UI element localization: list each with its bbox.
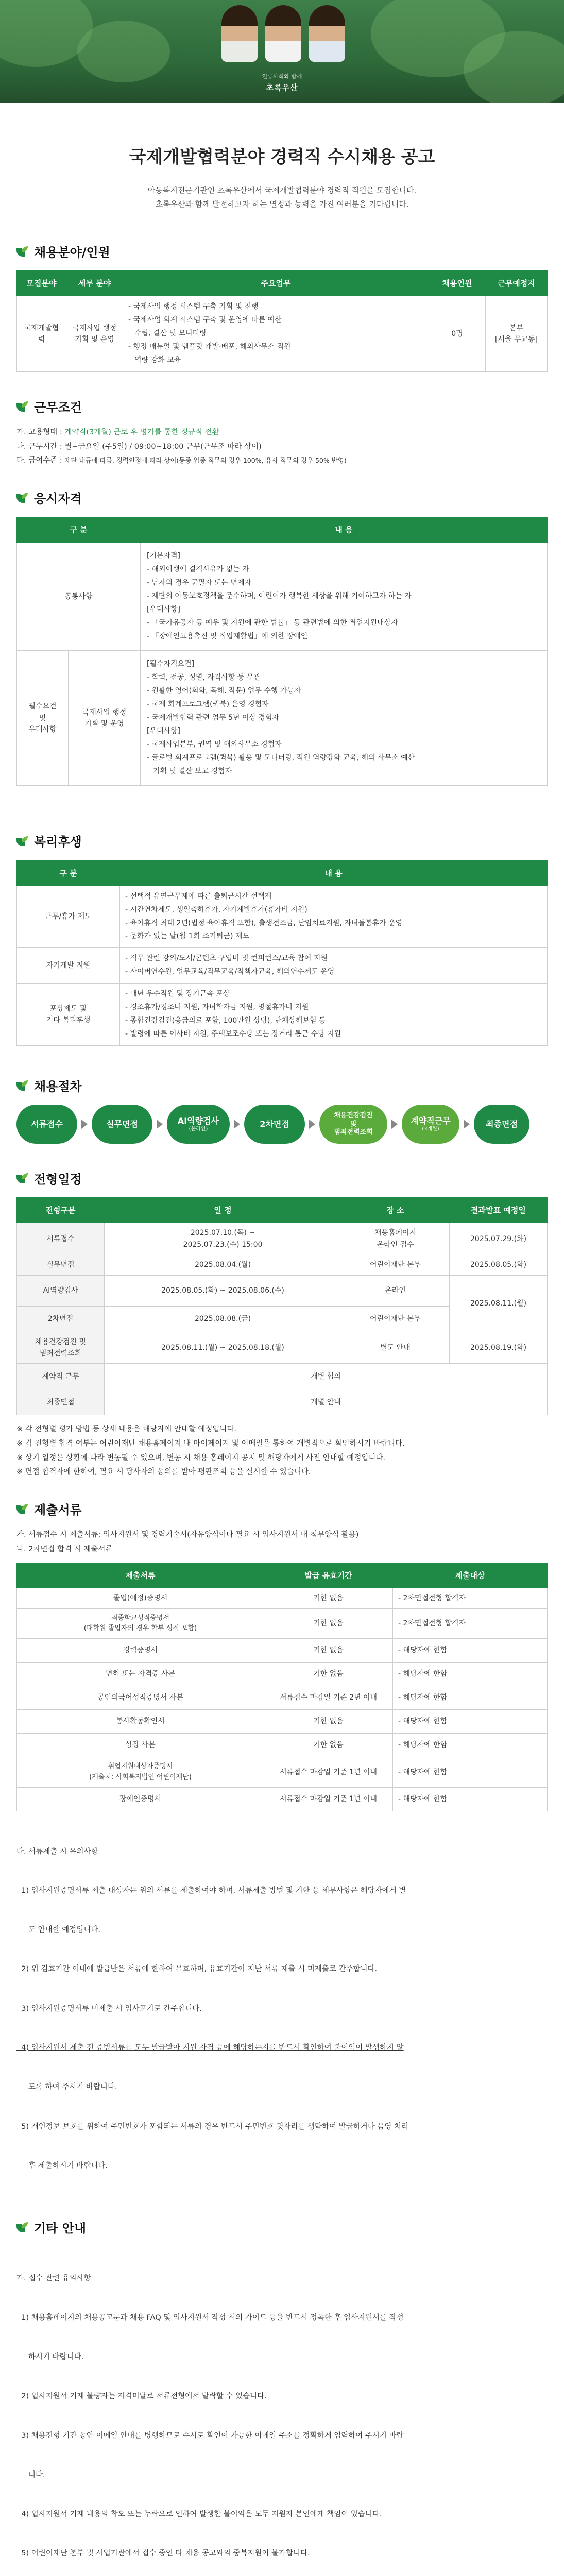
process-flow [16,1105,548,1144]
condition-key: 다. 급여수준 : [16,456,65,465]
welfare-label: 포상제도 및 기타 복리후생 [17,984,120,1046]
welfare-items [120,886,548,948]
docs-note-line: 3) 입사지원증명서류 미제출 시 입사포기로 간주합니다. [16,2004,202,2013]
qualify-line: - 「국가유공자 등 예우 및 지원에 관한 법률」 등 관련법에 의한 취업지원대상자 [147,618,398,627]
doc-name: 면허 또는 자격증 사본 [17,1663,264,1686]
section-heading [16,489,548,509]
section-title: 근무조건 [34,400,82,415]
schedule-result: 2025.08.11.(월) [450,1275,548,1332]
section-heading [16,243,548,262]
note-line: ※ 상기 일정은 상황에 따라 변동될 수 있으며, 변동 시 채용 홈페이지 공지 및 해당자에게 사전 안내할 예정입니다. [16,1453,386,1462]
etc-line: 4) 입사지원서 기재 내용의 착오 또는 누락으로 인하여 발생한 불이익은 모두 지원자 본인에게 책임이 있습니다. [16,2510,382,2519]
schedule-result: 2025.08.05.(화) [450,1255,548,1275]
doc-target: - 해당자에 한함 [393,1663,548,1686]
etc-line: 하시기 바랍니다. [16,2353,84,2361]
docs-note-line: 2) 위 김효기간 이내에 발급받은 서류에 한하여 유효하며, 유효기간이 지난 서류 제출 시 미제출로 간주합니다. [16,1965,378,1974]
doc-target: - 2차면접전형 합격자 [393,1588,548,1608]
col-header: 내 용 [120,860,548,886]
col-header: 전형구분 [17,1198,105,1223]
schedule-table [16,1197,548,1415]
qualify-line: 기획 및 결산 보고 경험자 [153,767,232,775]
docs-note-line: 1) 입사지원증명서류 제출 대상자는 위의 서류를 제출하여야 하며, 서류제출 방법 및 기한 등 세부사항은 해당자에게 별 [16,1886,406,1895]
qualify-line: - 글로벌 회계프로그램(퀵북) 활용 및 모니터링, 직원 역량강화 교육, 해외 사무소 예산 [147,753,415,762]
arrow-right-icon [391,1120,398,1129]
schedule-date: 2025.07.10.(목) ~ 2025.07.23.(수) 15:00 [105,1223,341,1255]
doc-name: 상장 사본 [17,1734,264,1757]
doc-valid: 기한 없음 [264,1710,393,1734]
schedule-place: 채용홈페이지 온라인 접수 [341,1223,450,1255]
welfare-line: - 발령에 따른 이사비 지원, 주택보조수당 또는 장거리 통근 수당 지원 [125,1029,341,1038]
col-header: 제출대상 [393,1563,548,1588]
condition-value: 계약직(3개월) 근로 후 평가를 통한 정규직 전환 [64,428,219,437]
welfare-table [16,860,548,1046]
section-heading [16,398,548,417]
schedule-stage: 서류접수 [17,1223,105,1255]
leaf-icon [16,401,29,414]
docs-note-line: 후 제출하시기 바랍니다. [16,2161,108,2170]
section-heading [16,1500,548,1520]
schedule-place: 별도 안내 [341,1332,450,1364]
qualify-line: - 학력, 전공, 성별, 자격사항 등 무관 [147,673,261,682]
flow-step: 최종면접 [474,1105,529,1144]
qualify-line: - 원활한 영어(회화, 독해, 작문) 업무 수행 가능자 [147,687,301,696]
recruit-detail: 국제사업 행정 기획 및 운영 [66,296,123,371]
conditions-list [16,426,548,468]
doc-name: 취업지원대상자증명서 (제출처: 사회복지법인 어린이재단) [17,1757,264,1788]
section-title: 제출서류 [34,1502,82,1517]
col-header: 구 분 [17,860,120,886]
col-header: 채용인원 [429,271,486,296]
section-heading [16,832,548,852]
section-heading [16,1170,548,1189]
qualify-line: - 국제개발협력 관련 업무 5년 이상 경험자 [147,713,280,722]
schedule-stage: AI역량검사 [17,1275,105,1306]
col-header: 근무예정지 [486,271,548,296]
leaf-icon [16,246,29,259]
doc-name: 공인외국어성적증명서 사본 [17,1686,264,1710]
page-title: 국제개발협력분야 경력직 수시채용 공고 [129,147,435,167]
doc-valid: 기한 없음 [264,1639,393,1663]
note-line: ※ 면접 합격자에 한하여, 필요 시 당사자의 동의를 받아 평판조회 등을 실시할 수 있습니다. [16,1468,311,1477]
leaf-icon [16,2222,29,2234]
docs-note-line: 4) 입사지원서 제출 전 증빙서류를 모두 발급받아 지원 자격 등에 해당하는지를 반드시 확인하여 불이익이 발생하지 않 [16,2044,404,2053]
duty-line: - 행정 매뉴얼 및 템플릿 개발·배포, 해외사무소 직원 [128,342,291,351]
condition-key: 가. 고용형태 : [16,428,65,437]
qualify-table [16,517,548,786]
section-title: 기타 안내 [34,2221,87,2236]
welfare-label: 자기개발 지원 [17,948,120,984]
docs-notes [16,1820,548,2198]
duty-line: - 국제사업 회계 시스템 구축 및 운영에 따른 예산 [128,316,282,325]
col-header: 일 정 [105,1198,341,1223]
qualify-line: - 국제 회계프로그램(퀵북) 운영 경험자 [147,700,269,709]
qualify-line: - 재단의 아동보호정책을 준수하며, 어린이가 행복한 세상을 위해 기여하고자 하는 자 [147,591,412,600]
doc-name: 봉사활동확인서 [17,1710,264,1734]
condition-value: 재단 내규에 따름, 경력인정에 따라 상이(동종 업종 직무의 경우 100%, 유사 직무의 경우 50% 반영) [64,456,347,465]
welfare-items [120,984,548,1046]
schedule-stage: 채용건강검진 및 범죄전력조회 [17,1332,105,1364]
qualify-line: - 해외여행에 결격사유가 없는 자 [147,565,249,574]
welfare-label: 근무/휴가 제도 [17,886,120,948]
col-header: 결과발표 예정일 [450,1198,548,1223]
doc-target: - 해당자에 한함 [393,1686,548,1710]
qualify-line: - 남자의 경우 군필자 또는 면제자 [147,578,252,587]
schedule-place: 어린이재단 본부 [341,1255,450,1275]
welfare-line: - 직무 관련 강의/도서/콘텐츠 구입비 및 컨퍼런스/교육 참여 지원 [125,954,328,963]
welfare-line: - 사이버연수원, 업무교육/직무교육/직책자교육, 해외연수제도 운영 [125,968,335,976]
doc-target: - 해당자에 한함 [393,1734,548,1757]
schedule-stage: 2차면접 [17,1306,105,1332]
qualify-line: [필수자격요건] [147,660,195,669]
qualify-line: [우대사항] [147,726,181,735]
doc-valid: 기한 없음 [264,1588,393,1608]
schedule-date: 2025.08.08.(금) [105,1306,341,1332]
etc-line: 니다. [16,2470,45,2479]
col-header: 발급 유효기간 [264,1563,393,1588]
brand-logo [0,72,564,94]
doc-valid: 기한 없음 [264,1663,393,1686]
welfare-line: - 육아휴직 최대 2년(법정 육아휴직 포함), 출생전조금, 난임치료지원, 자녀돌봄휴가 운영 [125,919,403,927]
qualify-req [141,651,548,786]
doc-name: 경력증명서 [17,1639,264,1663]
schedule-date: 2025.08.11.(월) ~ 2025.08.18.(월) [105,1332,341,1364]
schedule-date: 2025.08.04.(월) [105,1255,341,1275]
children-illustration [221,5,345,67]
leaf-icon [16,1080,29,1093]
qualify-common [141,543,548,651]
section-title: 전형일정 [34,1172,82,1187]
docs-note-line: 5) 개인정보 보호를 위하여 주민번호가 포함되는 서류의 경우 반드시 주민번호 뒷자리를 생략하여 발급하거나 음영 처리 [16,2122,408,2131]
doc-valid: 기한 없음 [264,1608,393,1639]
col-header: 주요업무 [123,271,429,296]
schedule-result: 2025.08.19.(화) [450,1332,548,1364]
duty-line: 수립, 결산 및 모니터링 [134,329,207,338]
condition-item [16,426,548,440]
schedule-stage: 계약직 근무 [17,1364,105,1389]
col-header: 구 분 [17,517,141,543]
arrow-right-icon [309,1120,315,1129]
welfare-line: - 선택적 유연근무제에 따른 출퇴근시간 선택제 [125,892,272,901]
schedule-place: 어린이재단 본부 [341,1306,450,1332]
recruit-table [16,270,548,371]
etc-line: 3) 채용전형 기간 동안 이메일 안내를 병행하므로 수시로 확인이 가능한 이메일 주소를 정확하게 입력하여 주시기 바랍 [16,2431,404,2440]
welfare-line: - 매년 우수직원 및 장기근속 포상 [125,990,230,998]
doc-valid: 서류접수 마감일 기준 2년 이내 [264,1686,393,1710]
qualify-req-detail: 국제사업 행정 기획 및 운영 [69,651,141,786]
welfare-line: - 경조휴가/경조비 지원, 자녀학자금 지원, 명절휴가비 지원 [125,1003,309,1012]
docs-table [16,1563,548,1811]
flow-step: 채용건강검진 및 범죄전력조회 [319,1105,387,1144]
intro-line: 초록우산과 함께 발전하고자 하는 열정과 능력을 가진 여러분을 기다립니다. [155,199,409,209]
duty-line: - 국제사업 행정 시스템 구축 기획 및 진행 [128,302,259,311]
intro-line: 아동복지전문기관인 초록우산에서 국제개발협력분야 경력직 직원을 모집합니다. [147,185,417,195]
qualify-line: - 「장애인고용촉진 및 직업재활법」에 의한 장애인 [147,632,308,640]
arrow-right-icon [464,1120,470,1129]
col-header: 제출서류 [17,1563,264,1588]
recruit-field: 국제개발협력 [17,296,66,371]
schedule-stage: 최종면접 [17,1389,105,1415]
welfare-line: - 문화가 있는 날(월 1회 조기퇴근) 제도 [125,932,249,941]
doc-valid: 기한 없음 [264,1734,393,1757]
docs-line: 가. 서류접수 시 제출서류: 입사지원서 및 경력기술서(자유양식이나 필요 시 입사지원서 내 첨부양식 활용) [16,1531,359,1539]
intro-text [0,183,564,211]
schedule-result: 2025.07.29.(화) [450,1223,548,1255]
flow-step: 실무면접 [92,1105,152,1144]
flow-step: 서류접수 [16,1105,77,1144]
qualify-line: [기본자격] [147,552,181,561]
condition-item [16,440,548,454]
doc-name: 장애인증명서 [17,1787,264,1811]
flow-step: AI역량검사 (온라인) [167,1105,230,1144]
schedule-notes [16,1422,548,1479]
brand-name: 초록우산 [266,82,298,92]
qualify-req-label: 필수요건 및 우대사항 [17,651,69,786]
brand-tagline: 인류사회와 함께 [262,73,302,80]
note-line: ※ 각 전형별 합격 여부는 어린이재단 채용홈페이지 내 마이페이지 및 이메일을 통하여 개별적으로 확인하시기 바랍니다. [16,1439,405,1448]
condition-item [16,454,548,468]
arrow-right-icon [81,1120,88,1129]
leaf-icon [16,1504,29,1516]
docs-note-line: 도 안내할 예정입니다. [16,1926,100,1935]
doc-name: 졸업(예정)증명서 [17,1588,264,1608]
recruit-count: 0명 [429,296,486,371]
recruit-duties [123,296,429,371]
doc-target: - 해당자에 한함 [393,1757,548,1788]
section-title: 채용절차 [34,1079,82,1094]
col-header: 세부 분야 [66,271,123,296]
condition-key: 나. 근무시간 : [16,442,65,451]
section-heading [16,1077,548,1096]
etc-notes [16,2246,548,2576]
etc-line: 5) 어린이재단 본부 및 사업기관에서 접수 중인 타 채용 공고와의 중복지원이 불가합니다. [16,2549,310,2558]
section-title: 응시자격 [34,491,82,506]
schedule-place: 온라인 [341,1275,450,1306]
etc-line: 2) 입사지원서 기재 불량자는 자격미달로 서류전형에서 탈락할 수 있습니다. [16,2392,267,2401]
recruit-place: 본부 [서울 무교동] [486,296,548,371]
doc-valid: 서류접수 마감일 기준 1년 이내 [264,1787,393,1811]
schedule-stage: 실무면접 [17,1255,105,1275]
doc-target: - 2차면접전형 합격자 [393,1608,548,1639]
col-header: 모집분야 [17,271,66,296]
welfare-line: - 시간연차제도, 생일축하휴가, 자기계발휴가(휴가비 지원) [125,905,307,914]
doc-valid: 서류접수 마감일 기준 1년 이내 [264,1757,393,1788]
docs-note-line: 다. 서류제출 시 유의사항 [16,1847,98,1856]
qualify-line: - 국제사업본부, 권역 및 해외사무소 경험자 [147,740,282,749]
section-heading [16,2218,548,2238]
leaf-icon [16,836,29,849]
docs-line: 나. 2차면접 합격 시 제출서류 [16,1545,113,1553]
etc-line: 가. 접수 관련 유의사항 [16,2274,91,2283]
schedule-date: 개별 안내 [105,1389,548,1415]
doc-target: - 해당자에 한함 [393,1639,548,1663]
welfare-line: - 종합건강검진(응급의료 포함, 100만원 상당), 단체상해보험 등 [125,1016,326,1025]
col-header: 내 용 [141,517,548,543]
arrow-right-icon [157,1120,163,1129]
flow-step: 2차면접 [244,1105,305,1144]
qualify-common-label: 공통사항 [17,543,141,651]
qualify-line: [우대사항] [147,605,181,614]
schedule-date: 개별 협의 [105,1364,548,1389]
welfare-items [120,948,548,984]
col-header: 장 소 [341,1198,450,1223]
doc-target: - 해당자에 한함 [393,1710,548,1734]
doc-target: - 해당자에 한함 [393,1787,548,1811]
note-line: ※ 각 전형별 평가 방법 등 상세 내용은 해당자에 안내할 예정입니다. [16,1425,237,1434]
schedule-date: 2025.08.05.(화) ~ 2025.08.06.(수) [105,1275,341,1306]
flow-step: 계약직근무 (3개월) [402,1105,459,1144]
hero-banner [0,0,564,103]
doc-name: 최종학교성적증명서 (대학원 졸업자의 경우 학부 성적 포함) [17,1608,264,1639]
condition-value: 월~금요일 (주5일) / 09:00~18:00 근무(근무조 따라 상이) [64,442,262,451]
etc-line: 1) 채용홈페이지의 채용공고문과 채용 FAQ 및 입사지원서 작성 시의 가이드 등을 반드시 정독한 후 입사지원서를 작성 [16,2313,404,2322]
arrow-right-icon [234,1120,240,1129]
leaf-icon [16,493,29,505]
section-title: 채용분야/인원 [34,245,110,260]
section-title: 복리후생 [34,835,82,850]
docs-note-line: 도록 하여 주시기 바랍니다. [16,2083,117,2092]
duty-line: 역량 강화 교육 [134,355,181,364]
leaf-icon [16,1173,29,1185]
